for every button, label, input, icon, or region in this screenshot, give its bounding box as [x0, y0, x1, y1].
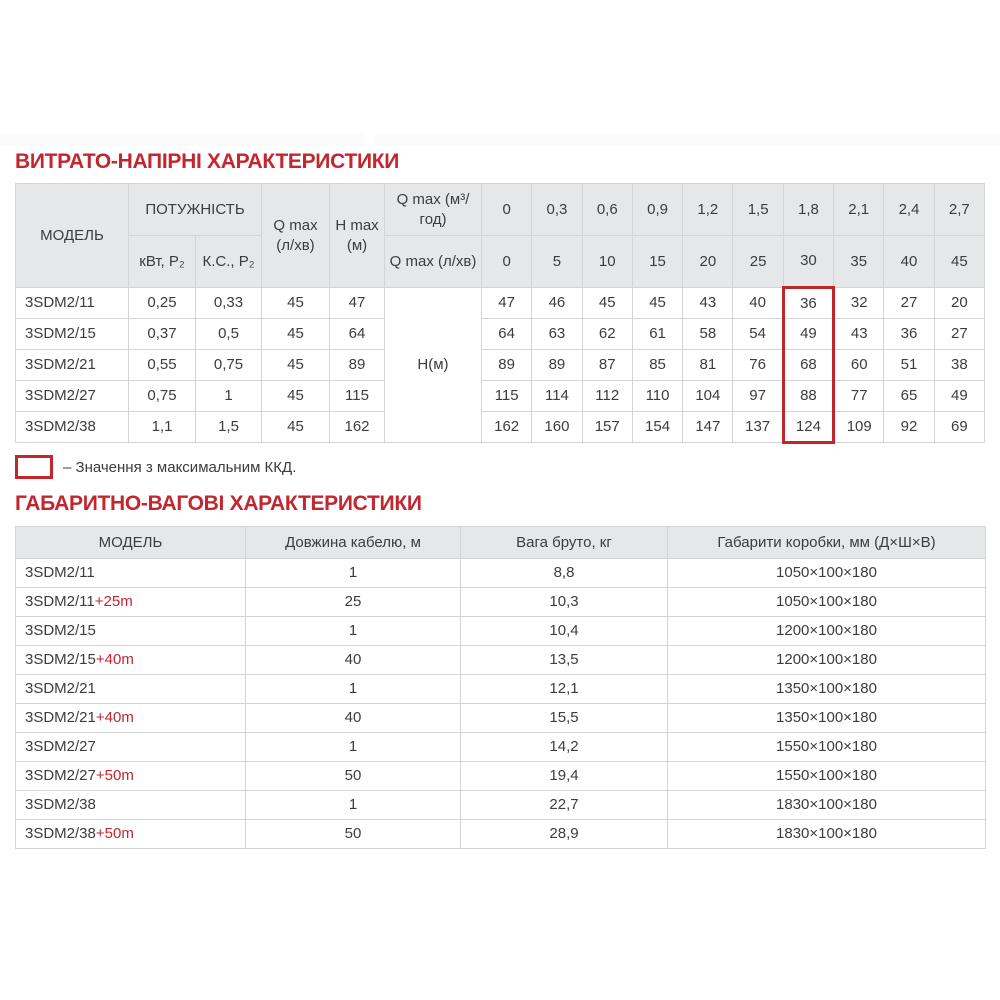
cell-h-value: 27	[934, 319, 984, 350]
cell-h-value: 45	[632, 288, 682, 319]
cell-power-kw: 0,25	[129, 288, 196, 319]
cell-h-value: 46	[532, 288, 582, 319]
table-row	[16, 733, 986, 762]
cell-gross-weight: 10,4	[461, 617, 668, 646]
cell-gross-weight: 14,2	[461, 733, 668, 762]
cell-h-value: 89	[532, 350, 582, 381]
table-row	[16, 675, 986, 704]
header-hmax: H max (м)	[330, 184, 385, 288]
cell-hmax: 162	[330, 412, 385, 443]
flow-lmin-value: 10	[582, 236, 632, 288]
flow-m3h-value: 2,4	[884, 184, 934, 236]
cell-h-value: 81	[683, 350, 733, 381]
cell-model	[16, 588, 246, 617]
cell-h-value: 49	[934, 381, 984, 412]
table-row	[16, 319, 985, 350]
flow-section-title: ВИТРАТО-НАПІРНІ ХАРАКТЕРИСТИКИ	[15, 150, 400, 173]
cell-h-value: 63	[532, 319, 582, 350]
cell-box-dimensions: 1200×100×180	[668, 617, 986, 646]
cell-power-hp: 0,75	[196, 350, 262, 381]
flow-m3h-value: 2,7	[934, 184, 984, 236]
cell-qmax: 45	[262, 381, 330, 412]
header-box-dimensions: Габарити коробки, мм (Д×Ш×В)	[668, 527, 986, 559]
flow-m3h-value: 0,6	[582, 184, 632, 236]
flow-lmin-value: 30	[783, 236, 833, 288]
cell-model: 3SDM2/11	[16, 288, 129, 319]
table-row	[16, 820, 986, 849]
cell-box-dimensions: 1200×100×180	[668, 646, 986, 675]
flow-lmin-value: 35	[834, 236, 884, 288]
model-base: 3SDM2/38	[25, 825, 96, 843]
table-row	[16, 350, 985, 381]
cell-h-value: 54	[733, 319, 783, 350]
header-power-group: ПОТУЖНІСТЬ	[129, 184, 262, 236]
table-row	[16, 791, 986, 820]
flow-lmin-value: 15	[632, 236, 682, 288]
cell-power-hp: 1,5	[196, 412, 262, 443]
cell-cable-length: 1	[246, 791, 461, 820]
model-suffix: +40m	[95, 709, 134, 727]
flow-lmin-value: 25	[733, 236, 783, 288]
flow-lmin-value: 45	[934, 236, 984, 288]
cell-h-value: 162	[482, 412, 532, 443]
cell-h-value-highlighted: 124	[783, 412, 833, 443]
cell-power-hp: 0,33	[196, 288, 262, 319]
model-suffix: +40m	[95, 651, 134, 669]
table-header-row	[16, 184, 985, 236]
cell-h-value: 38	[934, 350, 984, 381]
cell-model	[16, 675, 246, 704]
model-base: 3SDM2/11	[25, 564, 95, 582]
model-base: 3SDM2/27	[25, 767, 96, 785]
flow-lmin-value: 5	[532, 236, 582, 288]
cell-power-kw: 0,37	[129, 319, 196, 350]
flow-m3h-value: 0,3	[532, 184, 582, 236]
cell-h-value-highlighted: 49	[783, 319, 833, 350]
flow-head-table	[15, 183, 985, 444]
top-tab-strip-right	[375, 133, 1000, 146]
table-row	[16, 617, 986, 646]
model-base: 3SDM2/21	[25, 709, 96, 727]
header-power-kw: кВт, P₂	[129, 236, 196, 288]
top-tab-strip-left	[0, 133, 365, 146]
h-unit-cell: Н(м)	[385, 288, 482, 443]
cell-model	[16, 559, 246, 588]
cell-h-value-highlighted: 68	[783, 350, 833, 381]
cell-box-dimensions: 1350×100×180	[668, 675, 986, 704]
cell-h-value: 43	[683, 288, 733, 319]
table-row	[16, 412, 985, 443]
dimensions-weight-table	[15, 526, 986, 849]
cell-gross-weight: 12,1	[461, 675, 668, 704]
cell-h-value: 89	[482, 350, 532, 381]
cell-model	[16, 820, 246, 849]
cell-cable-length: 50	[246, 820, 461, 849]
cell-model: 3SDM2/38	[16, 412, 129, 443]
cell-power-kw: 0,55	[129, 350, 196, 381]
model-base: 3SDM2/15	[25, 651, 96, 669]
model-base: 3SDM2/38	[25, 796, 96, 814]
flow-m3h-value: 2,1	[834, 184, 884, 236]
cell-box-dimensions: 1050×100×180	[668, 559, 986, 588]
cell-h-value: 97	[733, 381, 783, 412]
flow-lmin-value: 40	[884, 236, 934, 288]
cell-model	[16, 704, 246, 733]
model-suffix: +25m	[94, 593, 133, 611]
table-row	[16, 646, 986, 675]
cell-h-value: 40	[733, 288, 783, 319]
cell-cable-length: 40	[246, 704, 461, 733]
model-base: 3SDM2/11	[25, 593, 95, 611]
model-base: 3SDM2/21	[25, 680, 96, 698]
cell-model	[16, 791, 246, 820]
header-model: МОДЕЛЬ	[16, 184, 129, 288]
table-row	[16, 704, 986, 733]
header-q-lmin: Q max (л/хв)	[385, 236, 482, 288]
cell-qmax: 45	[262, 319, 330, 350]
cell-cable-length: 50	[246, 762, 461, 791]
model-base: 3SDM2/27	[25, 738, 96, 756]
flow-m3h-value: 1,2	[683, 184, 733, 236]
cell-h-value: 61	[632, 319, 682, 350]
cell-box-dimensions: 1830×100×180	[668, 820, 986, 849]
header-power-hp: К.С., P₂	[196, 236, 262, 288]
header-q-m3h: Q max (м³/год)	[385, 184, 482, 236]
cell-h-value: 114	[532, 381, 582, 412]
legend-label: – Значення з максимальним ККД.	[63, 458, 297, 476]
cell-hmax: 64	[330, 319, 385, 350]
table-row	[16, 762, 986, 791]
cell-h-value-highlighted: 88	[783, 381, 833, 412]
cell-model	[16, 762, 246, 791]
cell-box-dimensions: 1350×100×180	[668, 704, 986, 733]
cell-gross-weight: 22,7	[461, 791, 668, 820]
cell-h-value: 43	[834, 319, 884, 350]
cell-h-value: 76	[733, 350, 783, 381]
cell-model	[16, 646, 246, 675]
cell-qmax: 45	[262, 412, 330, 443]
cell-hmax: 47	[330, 288, 385, 319]
cell-h-value: 87	[582, 350, 632, 381]
cell-model: 3SDM2/21	[16, 350, 129, 381]
flow-m3h-value: 0	[482, 184, 532, 236]
cell-h-value: 27	[884, 288, 934, 319]
cell-cable-length: 1	[246, 675, 461, 704]
cell-power-hp: 1	[196, 381, 262, 412]
cell-cable-length: 40	[246, 646, 461, 675]
cell-power-hp: 0,5	[196, 319, 262, 350]
cell-h-value: 112	[582, 381, 632, 412]
cell-h-value: 160	[532, 412, 582, 443]
cell-h-value: 45	[582, 288, 632, 319]
cell-gross-weight: 13,5	[461, 646, 668, 675]
cell-h-value: 85	[632, 350, 682, 381]
cell-h-value: 20	[934, 288, 984, 319]
cell-model	[16, 733, 246, 762]
header-gross-weight: Вага бруто, кг	[461, 527, 668, 559]
cell-h-value: 109	[834, 412, 884, 443]
cell-power-kw: 0,75	[129, 381, 196, 412]
cell-hmax: 115	[330, 381, 385, 412]
cell-box-dimensions: 1550×100×180	[668, 762, 986, 791]
cell-h-value: 58	[683, 319, 733, 350]
cell-h-value: 137	[733, 412, 783, 443]
flow-lmin-value: 0	[482, 236, 532, 288]
model-suffix: +50m	[95, 767, 134, 785]
cell-box-dimensions: 1830×100×180	[668, 791, 986, 820]
cell-h-value: 65	[884, 381, 934, 412]
legend-highlight-box	[15, 455, 53, 479]
flow-lmin-value: 20	[683, 236, 733, 288]
table-row	[16, 288, 985, 319]
cell-gross-weight: 15,5	[461, 704, 668, 733]
cell-h-value: 115	[482, 381, 532, 412]
max-efficiency-legend	[15, 452, 985, 482]
table-header-row	[16, 527, 986, 559]
dimensions-section-title: ГАБАРИТНО-ВАГОВІ ХАРАКТЕРИСТИКИ	[15, 492, 422, 515]
cell-h-value: 64	[482, 319, 532, 350]
cell-h-value: 69	[934, 412, 984, 443]
cell-qmax: 45	[262, 350, 330, 381]
table-row	[16, 381, 985, 412]
cell-cable-length: 1	[246, 559, 461, 588]
cell-h-value: 154	[632, 412, 682, 443]
cell-cable-length: 25	[246, 588, 461, 617]
cell-h-value: 47	[482, 288, 532, 319]
table-row	[16, 559, 986, 588]
cell-gross-weight: 8,8	[461, 559, 668, 588]
cell-h-value: 104	[683, 381, 733, 412]
cell-h-value: 60	[834, 350, 884, 381]
cell-h-value: 32	[834, 288, 884, 319]
table-header-row	[16, 236, 985, 288]
model-suffix: +50m	[95, 825, 134, 843]
cell-h-value: 92	[884, 412, 934, 443]
cell-h-value-highlighted: 36	[783, 288, 833, 319]
flow-m3h-value: 1,5	[733, 184, 783, 236]
cell-cable-length: 1	[246, 617, 461, 646]
cell-h-value: 157	[582, 412, 632, 443]
cell-power-kw: 1,1	[129, 412, 196, 443]
cell-model	[16, 617, 246, 646]
header-cable-length: Довжина кабелю, м	[246, 527, 461, 559]
model-base: 3SDM2/15	[25, 622, 96, 640]
cell-box-dimensions: 1050×100×180	[668, 588, 986, 617]
cell-cable-length: 1	[246, 733, 461, 762]
flow-m3h-value: 1,8	[783, 184, 833, 236]
cell-model: 3SDM2/27	[16, 381, 129, 412]
flow-m3h-value: 0,9	[632, 184, 682, 236]
cell-gross-weight: 19,4	[461, 762, 668, 791]
cell-h-value: 51	[884, 350, 934, 381]
header-qmax-lmin: Q max (л/хв)	[262, 184, 330, 288]
cell-gross-weight: 10,3	[461, 588, 668, 617]
table-row	[16, 588, 986, 617]
cell-model: 3SDM2/15	[16, 319, 129, 350]
cell-qmax: 45	[262, 288, 330, 319]
cell-h-value: 62	[582, 319, 632, 350]
cell-h-value: 147	[683, 412, 733, 443]
cell-h-value: 77	[834, 381, 884, 412]
header-model: МОДЕЛЬ	[16, 527, 246, 559]
cell-h-value: 36	[884, 319, 934, 350]
cell-hmax: 89	[330, 350, 385, 381]
cell-gross-weight: 28,9	[461, 820, 668, 849]
cell-box-dimensions: 1550×100×180	[668, 733, 986, 762]
cell-h-value: 110	[632, 381, 682, 412]
